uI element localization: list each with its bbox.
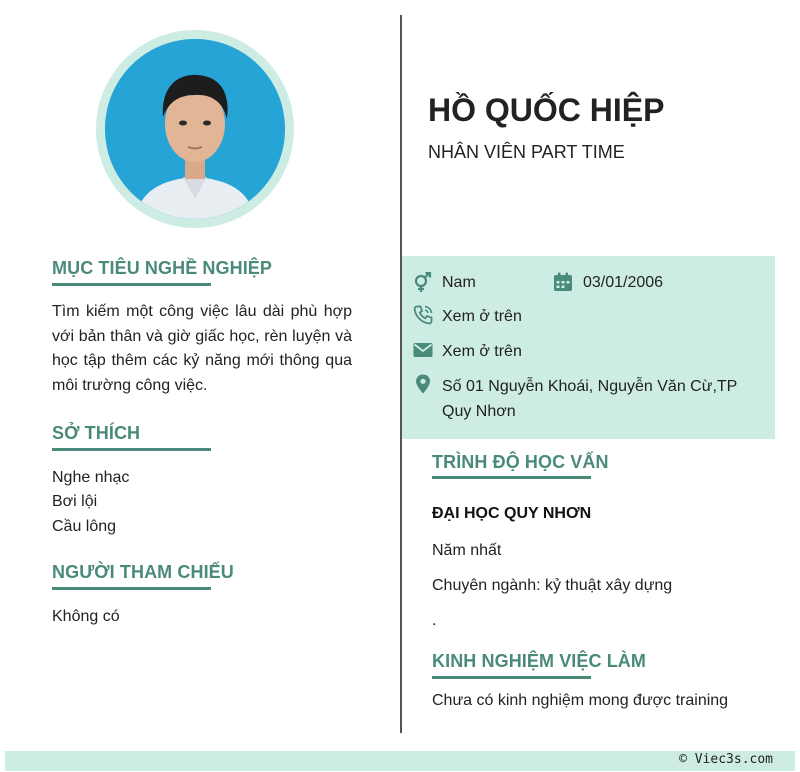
avatar-portrait bbox=[105, 39, 285, 219]
education-title: TRÌNH ĐỘ HỌC VẤN bbox=[432, 452, 609, 472]
footer-bar bbox=[5, 751, 795, 771]
experience-underline bbox=[432, 676, 591, 679]
hobby-item: Nghe nhạc bbox=[52, 469, 130, 486]
school-name: ĐẠI HỌC QUY NHƠN bbox=[432, 505, 592, 522]
hobby-item: Cầu lông bbox=[52, 518, 117, 535]
phone-icon bbox=[413, 305, 433, 325]
experience-title: KINH NGHIỆM VIỆC LÀM bbox=[432, 651, 647, 671]
gender-value: Nam bbox=[442, 274, 476, 291]
hobbies-underline bbox=[52, 448, 211, 451]
objective-underline bbox=[52, 283, 211, 286]
experience-text: Chưa có kinh nghiệm mong được training bbox=[432, 692, 729, 709]
avatar bbox=[105, 39, 285, 219]
education-note: . bbox=[432, 612, 437, 629]
calendar-icon bbox=[553, 272, 573, 292]
education-major: Chuyên ngành: kỷ thuật xây dựng bbox=[432, 577, 673, 594]
references-underline bbox=[52, 587, 211, 590]
gender-icon bbox=[413, 272, 433, 292]
address-value: Số 01 Nguyễn Khoái, Nguyễn Văn Cừ,TP Quy Nhơn bbox=[442, 378, 738, 420]
candidate-position: NHÂN VIÊN PART TIME bbox=[428, 142, 625, 162]
references-text: Không có bbox=[52, 608, 120, 625]
education-underline bbox=[432, 476, 591, 479]
objective-text: Tìm kiếm một công việc lâu dài phù hợp với bản thân và giờ giấc học, rèn luyện và học tập thêm các kỷ năng mới thông qua môi trường công việc. bbox=[52, 303, 352, 394]
references-title: NGƯỜI THAM CHIẾU bbox=[52, 562, 234, 582]
hobby-item: Bơi lội bbox=[52, 493, 98, 510]
hobbies-title: SỞ THÍCH bbox=[52, 423, 141, 443]
birthdate-value: 03/01/2006 bbox=[583, 274, 664, 291]
education-year: Năm nhất bbox=[432, 542, 502, 559]
avatar-frame bbox=[96, 30, 294, 228]
footer-credit: © Viec3s.com bbox=[679, 752, 773, 767]
location-icon bbox=[413, 374, 433, 394]
email-icon bbox=[413, 340, 433, 360]
contact-panel bbox=[402, 256, 775, 439]
email-value: Xem ở trên bbox=[442, 343, 522, 360]
candidate-name: HỒ QUỐC HIỆP bbox=[428, 92, 665, 128]
objective-title: MỤC TIÊU NGHỀ NGHIỆP bbox=[52, 258, 273, 278]
phone-value: Xem ở trên bbox=[442, 308, 522, 325]
